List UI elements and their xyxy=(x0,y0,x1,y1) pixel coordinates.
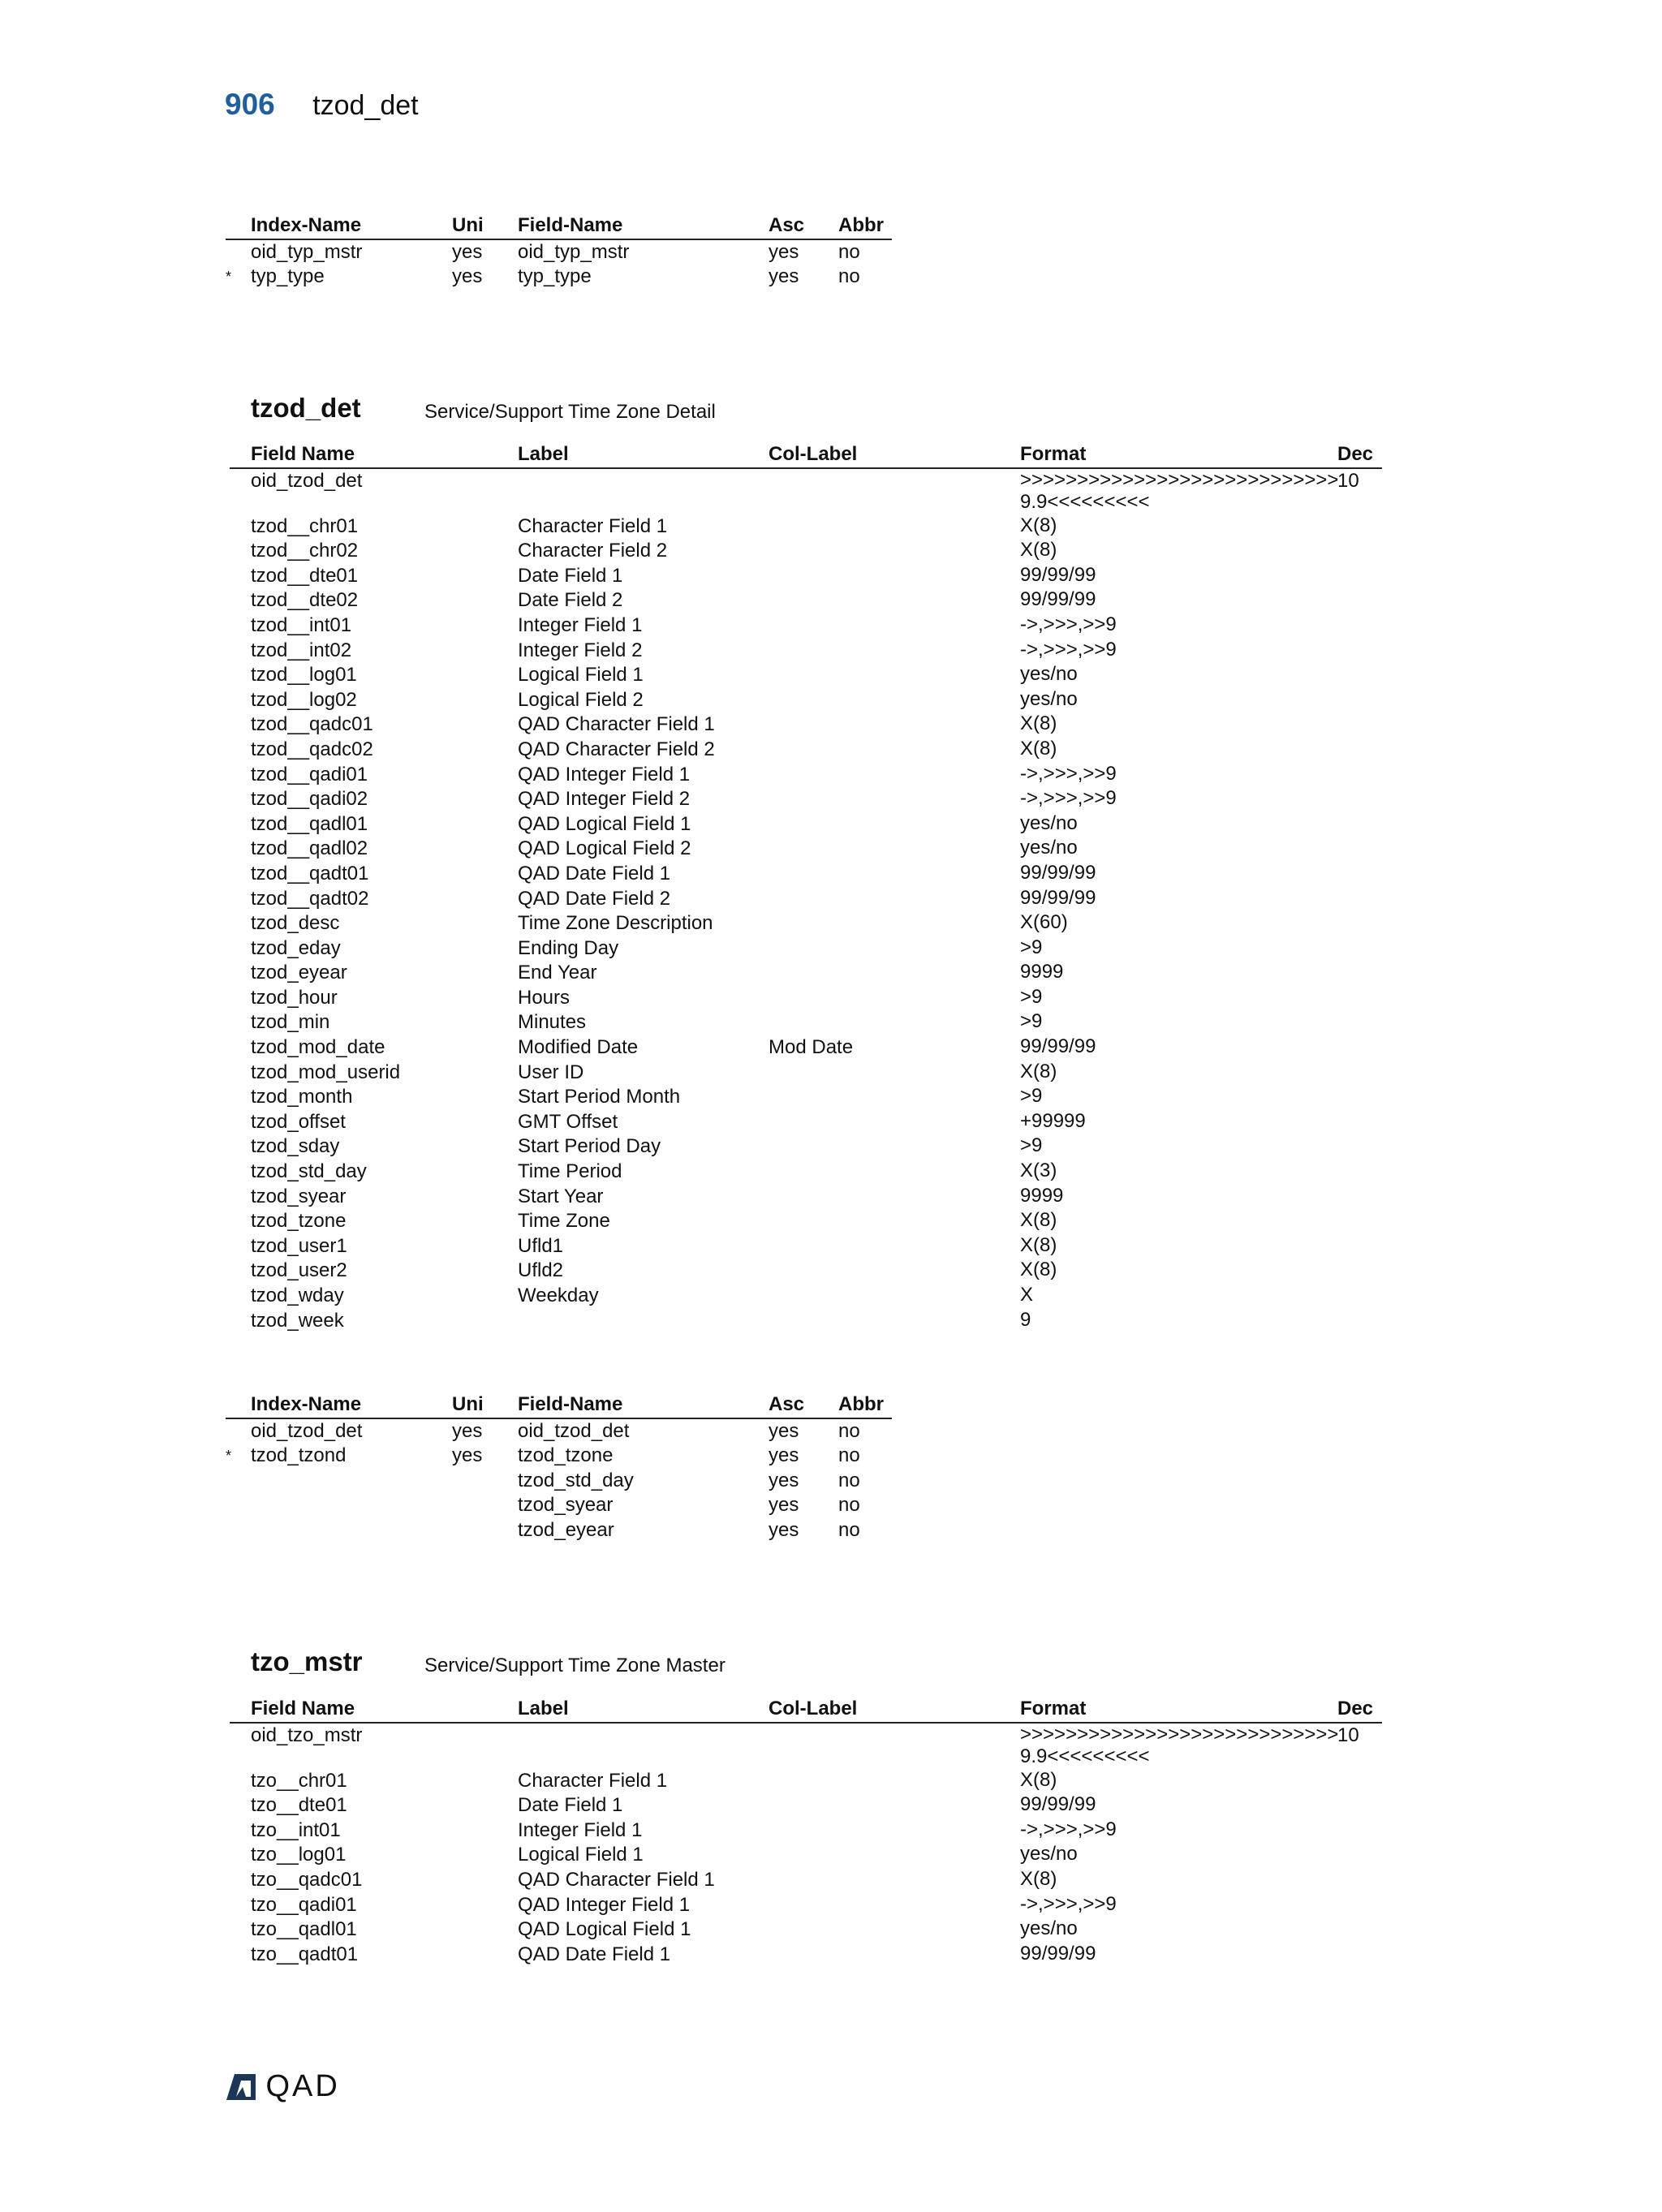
format-cell: >9 xyxy=(1020,985,1043,1008)
format-cell: >>>>>>>>>>>>>>>>>>>>>>>>>>>>9.9<<<<<<<<< xyxy=(1020,1723,1339,1767)
qad-logo xyxy=(225,2069,340,2102)
field-row xyxy=(230,837,1382,862)
field-row xyxy=(230,787,1382,812)
primary-index-marker: * xyxy=(226,269,232,286)
field-name-cell: tzo__qadc01 xyxy=(251,1868,363,1891)
label-cell: Logical Field 1 xyxy=(518,664,644,686)
field-row xyxy=(230,1769,1382,1794)
index-row xyxy=(226,1419,892,1444)
field-name-cell: tzod__dte02 xyxy=(251,589,359,612)
field-row xyxy=(230,639,1382,664)
label-cell: Start Year xyxy=(518,1185,604,1207)
field-row xyxy=(230,1185,1382,1210)
field-row xyxy=(230,1843,1382,1868)
field-row xyxy=(230,862,1382,887)
field-row xyxy=(230,688,1382,713)
asc-cell: yes xyxy=(769,265,799,288)
uni-header: Uni xyxy=(452,214,484,236)
field-row xyxy=(230,738,1382,763)
field-row xyxy=(230,1284,1382,1309)
field-row xyxy=(230,1917,1382,1943)
field-name-cell: tzod_offset xyxy=(251,1110,346,1133)
label-cell: Integer Field 1 xyxy=(518,1818,643,1841)
field-name-cell: tzod_desc xyxy=(251,912,340,935)
field-name-cell: tzod_sday xyxy=(251,1135,340,1158)
field-name-cell: tzo__qadt01 xyxy=(251,1943,359,1965)
format-cell: yes/no xyxy=(1020,1843,1078,1866)
label-cell: Minutes xyxy=(518,1011,587,1034)
field-row xyxy=(230,763,1382,788)
field-name-cell: tzod__dte01 xyxy=(251,564,359,587)
col-label-header: Col-Label xyxy=(769,443,858,465)
field-name-cell: tzo__chr01 xyxy=(251,1769,347,1792)
format-cell: X(8) xyxy=(1020,1768,1057,1791)
field-row xyxy=(230,613,1382,639)
field-name-cell: oid_tzod_det xyxy=(251,469,363,492)
label-cell: Time Zone xyxy=(518,1210,610,1233)
index-name-cell: typ_type xyxy=(251,265,325,288)
field-row xyxy=(230,539,1382,564)
field-name-cell: tzod_std_day xyxy=(251,1160,367,1183)
field-name-cell: tzod__log01 xyxy=(251,664,357,686)
label-header: Label xyxy=(518,443,569,465)
label-cell: Logical Field 1 xyxy=(518,1844,644,1866)
index-name-header: Index-Name xyxy=(251,214,362,236)
format-cell: X(8) xyxy=(1020,1060,1057,1082)
asc-cell: yes xyxy=(769,240,799,263)
index-name-cell: oid_tzod_det xyxy=(251,1419,363,1442)
format-cell: ->,>>>,>>9 xyxy=(1020,613,1117,635)
format-cell: 99/99/99 xyxy=(1020,588,1096,611)
field-row xyxy=(230,1868,1382,1893)
field-name-cell: tzod__qadt01 xyxy=(251,862,369,884)
field-name-cell: tzod_eday xyxy=(251,936,341,959)
field-name-cell: oid_tzo_mstr xyxy=(251,1724,363,1746)
format-cell: 99/99/99 xyxy=(1020,563,1096,586)
format-cell: X(8) xyxy=(1020,1259,1057,1281)
label-cell: User ID xyxy=(518,1061,584,1083)
dec-cell: 10 xyxy=(1337,1724,1359,1746)
field-name-cell: tzo__log01 xyxy=(251,1844,347,1866)
field-row xyxy=(230,1793,1382,1818)
label-cell: Date Field 1 xyxy=(518,564,623,587)
format-cell: X(60) xyxy=(1020,911,1068,934)
field-name-cell: tzod_tzone xyxy=(251,1210,347,1233)
format-cell: 99/99/99 xyxy=(1020,1793,1096,1816)
label-cell: Ending Day xyxy=(518,936,619,959)
index-name-header: Index-Name xyxy=(251,1393,362,1415)
abbr-cell: no xyxy=(838,265,860,288)
uni-cell: yes xyxy=(452,1444,483,1467)
format-cell: X xyxy=(1020,1284,1034,1306)
field-name-cell: tzod_syear xyxy=(518,1494,614,1517)
field-row xyxy=(230,936,1382,962)
field-name-cell: tzod_mod_userid xyxy=(251,1061,401,1083)
field-name-cell: tzod_syear xyxy=(251,1185,347,1207)
format-cell: 99/99/99 xyxy=(1020,1942,1096,1965)
field-name-cell: tzod_week xyxy=(251,1309,344,1332)
label-cell: Hours xyxy=(518,986,571,1009)
table-name: tzod_det xyxy=(251,393,361,423)
label-cell: Date Field 2 xyxy=(518,589,623,612)
format-cell: 9999 xyxy=(1020,1184,1064,1207)
format-cell: yes/no xyxy=(1020,837,1078,859)
label-cell: QAD Date Field 2 xyxy=(518,887,671,910)
format-cell: +99999 xyxy=(1020,1109,1086,1132)
label-cell: QAD Date Field 1 xyxy=(518,862,671,884)
index-name-cell: oid_typ_mstr xyxy=(251,240,363,263)
field-name-cell: tzo__dte01 xyxy=(251,1794,347,1817)
field-row xyxy=(230,1818,1382,1844)
tzod-field-table xyxy=(230,442,1382,1333)
format-cell: X(8) xyxy=(1020,514,1057,536)
label-cell: QAD Integer Field 2 xyxy=(518,788,691,811)
label-cell: Time Period xyxy=(518,1160,622,1183)
label-cell: QAD Character Field 2 xyxy=(518,738,715,760)
label-cell: QAD Integer Field 1 xyxy=(518,763,691,785)
format-cell: 9999 xyxy=(1020,961,1064,983)
asc-cell: yes xyxy=(769,1518,799,1541)
field-name-cell: tzod__qadl02 xyxy=(251,837,368,860)
asc-cell: yes xyxy=(769,1419,799,1442)
abbr-cell: no xyxy=(838,1419,860,1442)
field-row xyxy=(230,1234,1382,1259)
label-cell: Character Field 1 xyxy=(518,514,668,537)
abbr-cell: no xyxy=(838,1469,860,1491)
label-cell: QAD Date Field 1 xyxy=(518,1943,671,1965)
abbr-cell: no xyxy=(838,1518,860,1541)
tzod-index-table xyxy=(226,1392,892,1543)
typ-index-table xyxy=(226,213,892,290)
table-name: tzo_mstr xyxy=(251,1646,363,1676)
col-label-header: Col-Label xyxy=(769,1698,858,1719)
field-name-cell: tzod_hour xyxy=(251,986,338,1009)
format-cell: yes/no xyxy=(1020,811,1078,834)
field-name-cell: tzod__chr02 xyxy=(251,540,359,562)
field-row xyxy=(230,986,1382,1011)
field-name-cell: tzo__qadi01 xyxy=(251,1893,357,1916)
tzo-table-title xyxy=(251,1646,726,1682)
primary-index-marker: * xyxy=(226,1448,232,1465)
running-title: tzod_det xyxy=(312,90,419,121)
label-cell: QAD Integer Field 1 xyxy=(518,1893,691,1916)
field-name-cell: tzo__qadl01 xyxy=(251,1918,357,1941)
format-header: Format xyxy=(1020,1698,1087,1719)
format-cell: >9 xyxy=(1020,1085,1043,1108)
tzod-table-title xyxy=(251,393,716,428)
field-name-cell: tzod_user1 xyxy=(251,1234,347,1257)
label-cell: GMT Offset xyxy=(518,1110,618,1133)
index-row xyxy=(226,1469,892,1494)
asc-cell: yes xyxy=(769,1494,799,1517)
format-cell: >9 xyxy=(1020,936,1043,958)
field-name-cell: tzod_tzone xyxy=(518,1444,614,1467)
page-header xyxy=(225,88,419,128)
format-cell: ->,>>>,>>9 xyxy=(1020,787,1117,810)
index-table-header xyxy=(226,1392,892,1419)
field-name-cell: tzod__qadt02 xyxy=(251,887,369,910)
format-cell: ->,>>>,>>9 xyxy=(1020,1892,1117,1915)
field-row xyxy=(230,1209,1382,1234)
label-cell: QAD Character Field 1 xyxy=(518,1868,715,1891)
field-row xyxy=(230,911,1382,936)
label-cell: Date Field 1 xyxy=(518,1794,623,1817)
field-row xyxy=(230,1110,1382,1135)
label-cell: Ufld2 xyxy=(518,1259,564,1282)
abbr-cell: no xyxy=(838,1444,860,1467)
format-cell: X(8) xyxy=(1020,1867,1057,1890)
field-name-cell: tzo__int01 xyxy=(251,1818,341,1841)
logo-text: QAD xyxy=(265,2069,340,2103)
field-name-cell: tzod__qadl01 xyxy=(251,812,368,835)
col-label-cell: Mod Date xyxy=(769,1036,854,1059)
label-cell: QAD Character Field 1 xyxy=(518,713,715,736)
label-cell: Ufld1 xyxy=(518,1234,564,1257)
field-row xyxy=(230,1035,1382,1061)
index-row xyxy=(226,265,892,290)
format-cell: yes/no xyxy=(1020,687,1078,710)
field-name-cell: tzod__int01 xyxy=(251,613,352,636)
field-row xyxy=(230,1724,1382,1769)
abbr-header: Abbr xyxy=(838,214,884,236)
field-name-cell: tzod_user2 xyxy=(251,1259,347,1282)
asc-header: Asc xyxy=(769,1393,805,1415)
format-cell: yes/no xyxy=(1020,1917,1078,1940)
index-table-header xyxy=(226,213,892,240)
label-cell: Logical Field 2 xyxy=(518,688,644,711)
format-cell: ->,>>>,>>9 xyxy=(1020,638,1117,661)
index-row xyxy=(226,1444,892,1469)
field-name-cell: tzod_std_day xyxy=(518,1469,634,1491)
asc-header: Asc xyxy=(769,214,805,236)
label-header: Label xyxy=(518,1698,569,1719)
format-cell: X(8) xyxy=(1020,1233,1057,1256)
field-table-header xyxy=(230,1697,1382,1724)
label-cell: Time Zone Description xyxy=(518,912,713,935)
format-cell: 99/99/99 xyxy=(1020,861,1096,884)
format-cell: >9 xyxy=(1020,1134,1043,1157)
uni-header: Uni xyxy=(452,1393,484,1415)
field-name-header: Field-Name xyxy=(518,1393,623,1415)
format-cell: 99/99/99 xyxy=(1020,1035,1096,1058)
qad-logo-mark-icon xyxy=(225,2072,257,2102)
field-row xyxy=(230,663,1382,688)
uni-cell: yes xyxy=(452,1419,483,1442)
index-row xyxy=(226,1518,892,1543)
dec-header: Dec xyxy=(1337,1698,1374,1719)
format-cell: X(8) xyxy=(1020,1209,1057,1232)
index-row xyxy=(226,1493,892,1518)
field-name-cell: tzod__qadi02 xyxy=(251,788,368,811)
field-name-cell: tzod__log02 xyxy=(251,688,357,711)
index-name-cell: tzod_tzond xyxy=(251,1444,347,1467)
label-cell: Integer Field 2 xyxy=(518,639,643,661)
field-row xyxy=(230,1134,1382,1160)
field-row xyxy=(230,812,1382,837)
format-cell: yes/no xyxy=(1020,663,1078,686)
field-name-cell: tzod__qadc01 xyxy=(251,713,373,736)
field-name-cell: tzod_eyear xyxy=(518,1518,614,1541)
field-name-header: Field Name xyxy=(251,443,355,465)
field-name-cell: tzod_eyear xyxy=(251,962,347,984)
format-cell: X(3) xyxy=(1020,1160,1057,1182)
format-header: Format xyxy=(1020,443,1087,465)
format-cell: X(8) xyxy=(1020,737,1057,760)
tzo-field-table xyxy=(230,1697,1382,1967)
field-row xyxy=(230,961,1382,986)
field-row xyxy=(230,887,1382,912)
field-name-cell: tzod_min xyxy=(251,1011,330,1034)
field-name-cell: tzod_mod_date xyxy=(251,1036,385,1059)
format-cell: 99/99/99 xyxy=(1020,886,1096,909)
label-cell: QAD Logical Field 1 xyxy=(518,812,691,835)
field-row xyxy=(230,1061,1382,1086)
field-name-cell: tzod_wday xyxy=(251,1285,344,1306)
dec-cell: 10 xyxy=(1337,469,1359,492)
field-name-cell: tzod__int02 xyxy=(251,639,352,661)
page-number: 906 xyxy=(225,88,275,121)
format-cell: X(8) xyxy=(1020,712,1057,735)
field-row xyxy=(230,1309,1382,1334)
field-row xyxy=(230,1259,1382,1284)
field-row xyxy=(230,588,1382,613)
abbr-header: Abbr xyxy=(838,1393,884,1415)
field-row xyxy=(230,514,1382,540)
format-cell: >9 xyxy=(1020,1010,1043,1033)
label-cell: QAD Logical Field 1 xyxy=(518,1918,691,1941)
label-cell: Start Period Month xyxy=(518,1086,681,1108)
field-row xyxy=(230,712,1382,738)
field-name-cell: tzod__qadc02 xyxy=(251,738,373,760)
field-row xyxy=(230,564,1382,589)
field-name-cell: tzod_month xyxy=(251,1086,353,1108)
format-cell: ->,>>>,>>9 xyxy=(1020,762,1117,785)
label-cell: End Year xyxy=(518,962,597,984)
uni-cell: yes xyxy=(452,265,483,288)
field-row xyxy=(230,1085,1382,1110)
label-cell: Start Period Day xyxy=(518,1135,661,1158)
field-name-cell: tzod__qadi01 xyxy=(251,763,368,785)
table-description: Service/Support Time Zone Detail xyxy=(424,401,716,423)
dec-header: Dec xyxy=(1337,443,1374,465)
abbr-cell: no xyxy=(838,240,860,263)
field-name-cell: typ_type xyxy=(518,265,592,288)
field-row xyxy=(230,1943,1382,1968)
format-cell: ->,>>>,>>9 xyxy=(1020,1818,1117,1840)
label-cell: Character Field 1 xyxy=(518,1769,668,1792)
index-row xyxy=(226,240,892,265)
field-row xyxy=(230,469,1382,514)
field-name-cell: oid_typ_mstr xyxy=(518,240,630,263)
label-cell: Weekday xyxy=(518,1285,599,1306)
asc-cell: yes xyxy=(769,1469,799,1491)
table-description: Service/Support Time Zone Master xyxy=(424,1655,726,1676)
asc-cell: yes xyxy=(769,1444,799,1467)
field-table-header xyxy=(230,442,1382,469)
label-cell: Modified Date xyxy=(518,1036,639,1059)
label-cell: Integer Field 1 xyxy=(518,613,643,636)
field-name-cell: oid_tzod_det xyxy=(518,1419,630,1442)
label-cell: Character Field 2 xyxy=(518,540,668,562)
format-cell: 9 xyxy=(1020,1308,1031,1331)
uni-cell: yes xyxy=(452,240,483,263)
field-name-header: Field Name xyxy=(251,1698,355,1719)
field-name-header: Field-Name xyxy=(518,214,623,236)
format-cell: X(8) xyxy=(1020,539,1057,562)
field-row xyxy=(230,1893,1382,1918)
label-cell: QAD Logical Field 2 xyxy=(518,837,691,860)
field-row xyxy=(230,1160,1382,1185)
abbr-cell: no xyxy=(838,1494,860,1517)
format-cell: >>>>>>>>>>>>>>>>>>>>>>>>>>>>9.9<<<<<<<<< xyxy=(1020,468,1339,513)
field-name-cell: tzod__chr01 xyxy=(251,514,359,537)
field-row xyxy=(230,1010,1382,1035)
